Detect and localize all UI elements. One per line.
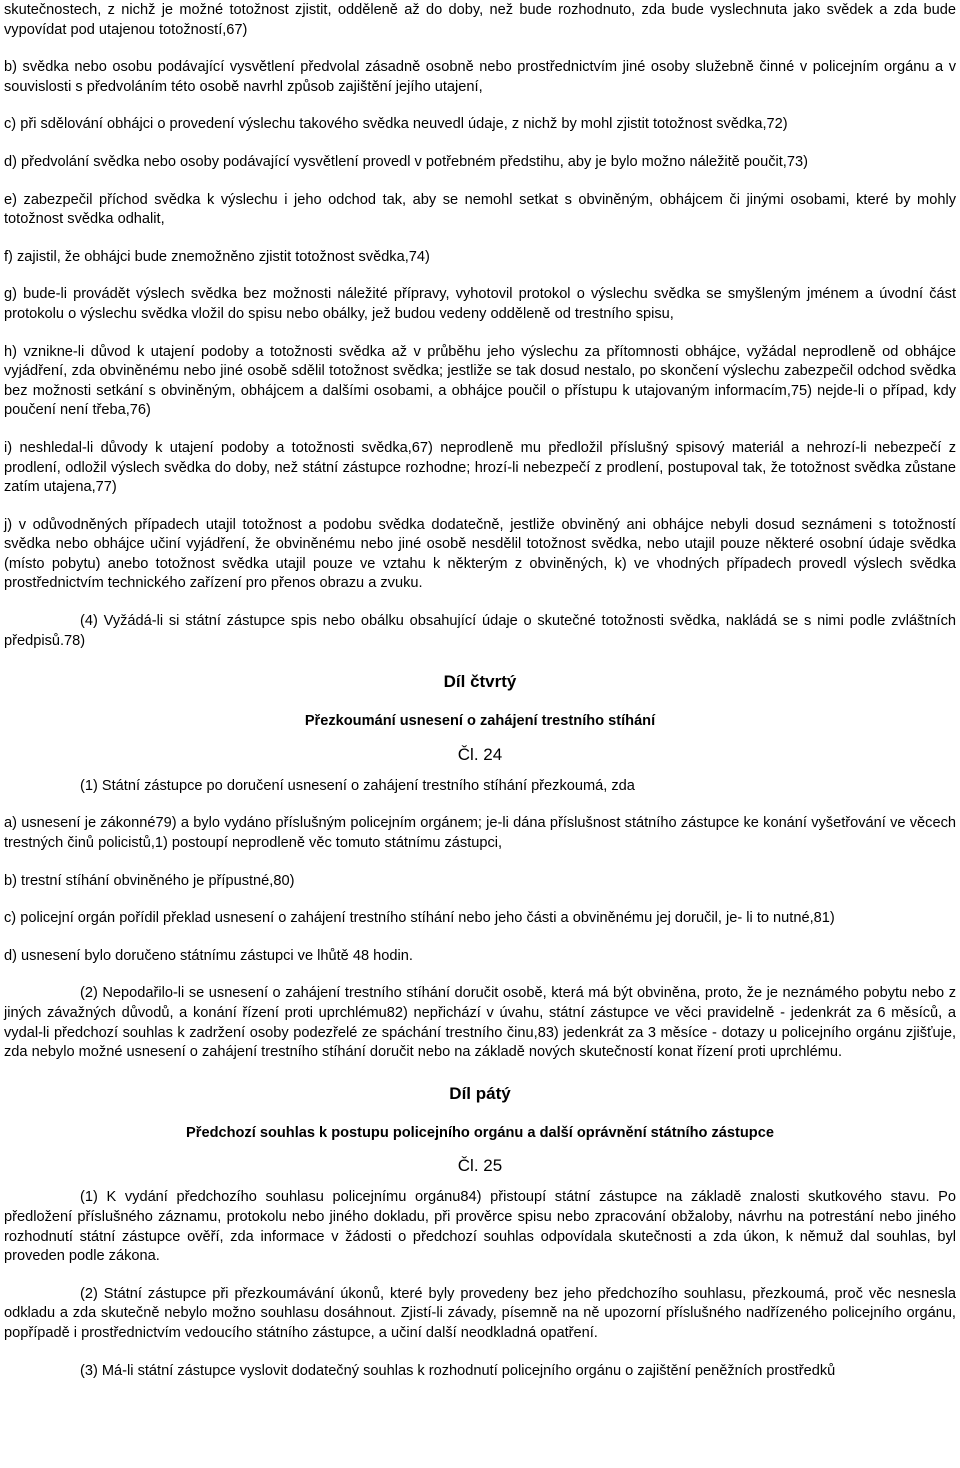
paragraph-f: f) zajistil, že obhájci bude znemožněno zjistit totožnost svědka,74) bbox=[4, 248, 430, 265]
section-heading-dil-paty: Díl pátý bbox=[449, 1083, 511, 1103]
article-number-24: Čl. 24 bbox=[457, 744, 503, 764]
paragraph-art24-a: a) usnesení je zákonné79) a bylo vydáno příslušným policejním orgánem; je-li dána příslušnost státního zástupce ke konání vyšetřování ve věcech trestných činů policistů,1) postoupí neprodleně věc tomuto státnímu zástupci, bbox=[4, 815, 956, 852]
paragraph-e: e) zabezpečil příchod svědka k výslechu i jeho odchod tak, aby se nemohl setkat s obviněným, obhájcem či jinými osobami, které by mohly totožnost svědka odhalit, bbox=[4, 191, 956, 228]
paragraph-art24-2: (2) Nepodařilo-li se usnesení o zahájení trestního stíhání doručit osobě, která má být obviněna, proto, že je neznámého pobytu nebo z jiných závažných důvodů, a konání řízení proti uprchlému82) nepřichází v úvahu, státní zástupce ve věci pravidelně - jedenkrát za 6 měsíců, a vydal-li předchozí souhlas k zadržení osoby podezřelé ze spáchání trestního činu,83) jedenkrát za 3 měsíce - dotazy u policejního orgánu zjišťuje, zda nebylo možné usnesení o zahájení trestního stíhání doručit nebo na základě nových skutečností konat řízení proti uprchlému. bbox=[4, 985, 956, 1061]
document-page bbox=[4, 0, 956, 1381]
paragraph-art25-3: (3) Má-li státní zástupce vyslovit dodatečný souhlas k rozhodnutí policejního orgánu o zajištění peněžních prostředků bbox=[80, 1362, 836, 1379]
paragraph-b: b) svědka nebo osobu podávající vysvětlení předvolal zásadně osobně nebo prostřednictvím jiné osoby služebně činné v policejním orgánu a v souvislosti s předvoláním této osobě navrhl způsob zajištění jejího utajení, bbox=[4, 59, 956, 95]
section-heading-dil-ctvrty: Díl čtvrtý bbox=[443, 672, 517, 692]
paragraph-c: c) při sdělování obhájci o provedení výslechu takového svědka neuvedl údaje, z nichž by mohl zjistit totožnost svědka,72) bbox=[4, 116, 788, 133]
section-subheading-predchozi-souhlas: Předchozí souhlas k postupu policejního orgánu a další oprávnění státního zástupce bbox=[186, 1124, 774, 1141]
paragraph-continuation: skutečnostech, z nichž je možné totožnost zjistit, odděleně až do doby, než bude rozhodnuto, zda bude vyslechnuta jako svědek a zda bude vypovídat pod utajenou totožností,67) bbox=[4, 2, 956, 38]
paragraph-g: g) bude-li provádět výslech svědka bez možnosti náležité přípravy, vyhotovil protokol o výslechu svědka se smyšleným jménem a úvodní část protokolu o výslechu svědka vložil do spisu nebo obálky, jež budou vedeny odděleně od trestního spisu, bbox=[4, 286, 956, 322]
paragraph-art24-b: b) trestní stíhání obviněného je přípustné,80) bbox=[4, 872, 295, 889]
paragraph-art25-2: (2) Státní zástupce při přezkoumávání úkonů, které byly provedeny bez jeho předchozího souhlasu, přezkoumá, proč věc nesnesla odkladu a zda skutečně nebylo možno souhlasu dosáhnout. Zjistí-li závady, písemně na ně upozorní příslušného nadřízeného policejního orgánu, popřípadě i prostřednictvím vedoucího státního zástupce, a učiní další neodkladná opatření. bbox=[4, 1285, 956, 1341]
section-subheading-prezkoumani: Přezkoumání usnesení o zahájení trestního stíhání bbox=[304, 713, 656, 730]
paragraph-d: d) předvolání svědka nebo osoby podávající vysvětlení provedl v potřebném předstihu, aby je bylo možno náležitě poučit,73) bbox=[4, 153, 808, 170]
paragraph-i: i) neshledal-li důvody k utajení podoby a totožnosti svědka,67) neprodleně mu předložil příslušný spisový materiál a nehrozí-li nebezpečí z prodlení, odložil výslech svědka do doby, než státní zástupce rozhodne; hrozí-li nebezpečí z prodlení, postupoval tak, že totožnost svědka zůstane zatím utajena,77) bbox=[4, 439, 956, 496]
paragraph-art25-1: (1) K vydání předchozího souhlasu policejnímu orgánu84) přistoupí státní zástupce na základě znalosti skutkového stavu. Po předložení příslušného záznamu, protokolu nebo jiného dokladu, při prověrce spisu nebo zpracování obžaloby, návrhu na potrestání nebo jiného rozhodnutí státní zástupce ověří, zda informace v žádosti o předchozí souhlas odpovídala skutečnosti a zda úkon, k němuž dal souhlas, byl proveden podle zákona. bbox=[4, 1189, 956, 1265]
paragraph-art24-1: (1) Státní zástupce po doručení usnesení o zahájení trestního stíhání přezkoumá, zda bbox=[80, 777, 635, 794]
article-number-25: Čl. 25 bbox=[457, 1156, 503, 1176]
paragraph-art24-c: c) policejní orgán pořídil překlad usnesení o zahájení trestního stíhání nebo jeho části a obviněnému jej doručil, je- li to nutné,81) bbox=[4, 910, 835, 927]
paragraph-4: (4) Vyžádá-li si státní zástupce spis nebo obálku obsahující údaje o skutečné totožnosti svědka, nakládá se s nimi podle zvláštních předpisů.78) bbox=[4, 613, 956, 649]
paragraph-h: h) vznikne-li důvod k utajení podoby a totožnosti svědka až v průběhu jeho výslechu za přítomnosti obhájce, vyžádal neprodleně od obhájce vyjádření, zda obviněnému nebo jiné osobě sdělil totožnost svědka; jestliže se tak dosud nestalo, po skončení výslechu zabezpečil odchod svědka bez možnosti setkání s obviněným, obhájcem a dalšími osobami, a obhájce poučil o přístupu k utajovaným informacím,75) nejde-li o případ, kdy poučení není třeba,76) bbox=[4, 343, 956, 419]
paragraph-j: j) v odůvodněných případech utajil totožnost a podobu svědka dodatečně, jestliže obviněný ani obhájce nebyli dosud seznámeni s totožností svědka nebo obhájce učiní vyjádření, že obviněnému nebo jiné osobě nesdělil totožnost svědka, nebo utajil pouze některé osobní údaje svědka (místo pobytu) anebo totožnost svědka utajil pouze ve vztahu k některým z obviněných, k) ve vhodných případech provedl výslech svědka prostřednictvím technického zařízení pro přenos obrazu a zvuku. bbox=[4, 516, 956, 592]
paragraph-art24-d: d) usnesení bylo doručeno státnímu zástupci ve lhůtě 48 hodin. bbox=[4, 947, 413, 964]
